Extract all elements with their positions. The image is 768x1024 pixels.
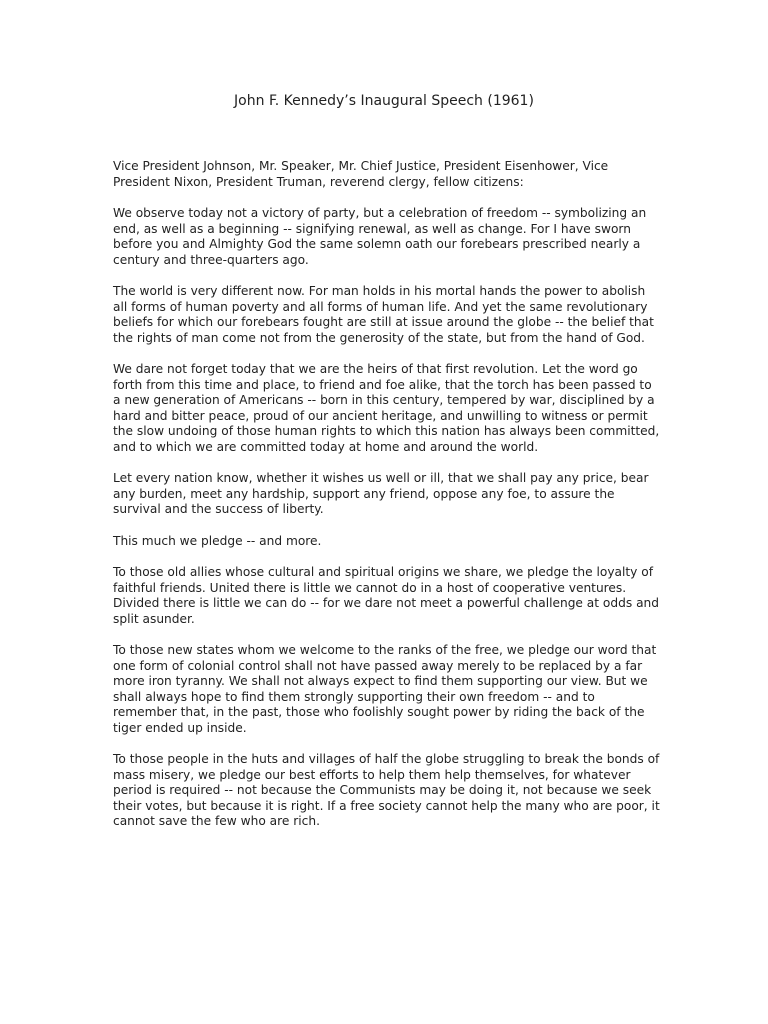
- paragraph: To those people in the huts and villages of half the globe struggling to break the bonds of mass misery, we pledge our best efforts to help them help themselves, for whatever period is required -- not because the Communists may be doing it, not because we seek their votes, but because it is right. If a free society cannot help the many who are poor, it cannot save the few who are rich.: [113, 752, 660, 828]
- paragraph: Let every nation know, whether it wishes us well or ill, that we shall pay any price, bear any burden, meet any hardship, support any friend, oppose any foe, to assure the survival and the success of liberty.: [113, 471, 649, 516]
- paragraph-salutation: Vice President Johnson, Mr. Speaker, Mr. Chief Justice, President Eisenhower, Vice President Nixon, President Truman, reverend clergy, fellow citizens:: [113, 159, 609, 189]
- document-body: [113, 159, 661, 846]
- paragraph: To those old allies whose cultural and spiritual origins we share, we pledge the loyalty of faithful friends. United there is little we cannot do in a host of cooperative ventures. Divided there is little we can do -- for we dare not meet a powerful challenge at odds and split asunder.: [113, 565, 660, 626]
- paragraph: We dare not forget today that we are the heirs of that first revolution. Let the word go forth from this time and place, to friend and foe alike, that the torch has been passed to a new generation of Americans -- born in this century, tempered by war, disciplined by a hard and bitter peace, proud of our ancient heritage, and unwilling to witness or permit the slow undoing of those human rights to which this nation has always been committed, and to which we are committed today at home and around the world.: [113, 362, 660, 454]
- paragraph: To those new states whom we welcome to the ranks of the free, we pledge our word that one form of colonial control shall not have passed away merely to be replaced by a far more iron tyranny. We shall not always expect to find them supporting our view. But we shall always hope to find them strongly supporting their own freedom -- and to remember that, in the past, those who foolishly sought power by riding the back of the tiger ended up inside.: [113, 643, 657, 735]
- paragraph: The world is very different now. For man holds in his mortal hands the power to abolish all forms of human poverty and all forms of human life. And yet the same revolutionary beliefs for which our forebears fought are still at issue around the globe -- the belief that the rights of man come not from the generosity of the state, but from the hand of God.: [113, 284, 654, 345]
- paragraph: This much we pledge -- and more.: [113, 533, 322, 548]
- paragraph: We observe today not a victory of party, but a celebration of freedom -- symbolizing an end, as well as a beginning -- signifying renewal, as well as change. For I have sworn before you and Almighty God the same solemn oath our forebears prescribed nearly a century and three-quarters ago.: [113, 206, 647, 267]
- document-title: John F. Kennedy’s Inaugural Speech (1961): [234, 93, 534, 109]
